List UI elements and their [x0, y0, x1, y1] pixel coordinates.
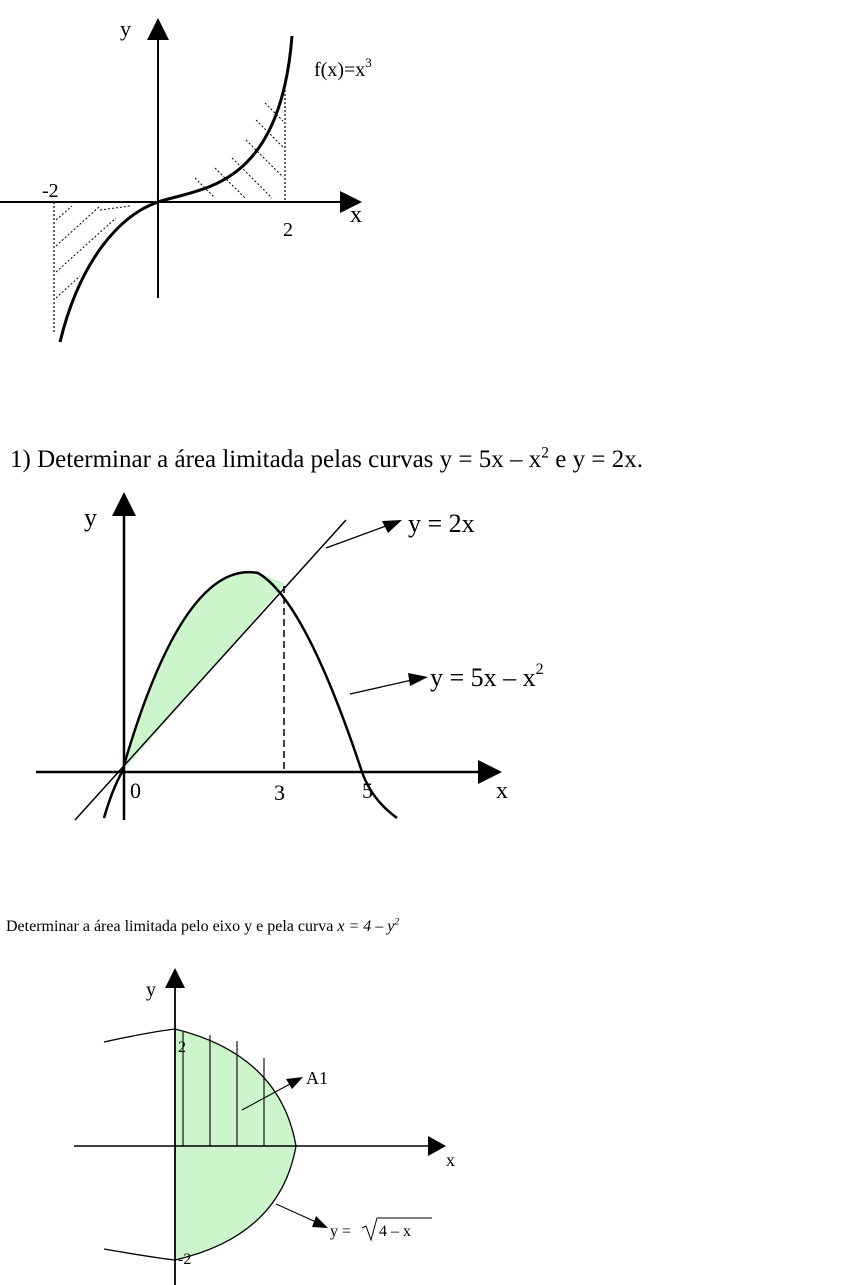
tick-pos-2: 2: [283, 219, 293, 241]
tick-top-2: 2: [178, 1039, 186, 1056]
enclosed-area: [175, 1029, 296, 1260]
y-axis-label: y: [120, 16, 131, 41]
parabola-line-graph: [0, 480, 620, 840]
tick-5: 5: [362, 778, 373, 803]
y-axis-arrow: [165, 968, 185, 988]
line-label-leader: [326, 526, 386, 548]
curve-label-arrowhead: [312, 1216, 328, 1228]
parabola-label-arrowhead: [408, 673, 428, 686]
svg-text:y =: y =: [330, 1223, 352, 1240]
y-axis-label: y: [84, 503, 97, 532]
parabola-label-leader: [350, 680, 412, 694]
y-axis-arrow: [112, 492, 136, 516]
cubic-curve: [60, 36, 292, 342]
svg-text:4 – x: 4 – x: [379, 1223, 411, 1240]
x-axis-label: x: [350, 202, 362, 228]
tick-neg-2: -2: [42, 180, 59, 202]
problem-1-text: 1) Determinar a área limitada pelas curvas $y = 5x - x^2$ e y = 2x.: [10, 444, 643, 473]
area-label: A1: [306, 1068, 328, 1088]
tick-0: 0: [130, 778, 141, 803]
area-label-arrowhead: [286, 1077, 303, 1089]
line-label: y = 2x: [408, 509, 475, 538]
problem-2-text: Determinar a área limitada pelo eixo y e pela curva $x = 4 - y^2$: [6, 916, 400, 935]
y-axis-arrow: [147, 18, 169, 40]
tick-3: 3: [274, 780, 285, 805]
function-exponent: 3: [365, 55, 372, 70]
y-axis-label: y: [146, 979, 156, 1001]
parabola-label: $y = 5x - x^2$: [430, 661, 544, 692]
cubic-graph: [0, 0, 420, 360]
tick-bottom-neg2: -2: [178, 1251, 192, 1268]
x-axis-label: x: [446, 1150, 455, 1170]
curve-label-leader: [276, 1204, 316, 1222]
line-y-2x: [75, 520, 346, 820]
hatch-right: [195, 103, 283, 198]
hatch-left: [56, 206, 130, 298]
sideways-parabola-graph: [0, 960, 520, 1285]
problem-1-exponent: 2: [541, 444, 549, 462]
x-axis-label: x: [496, 778, 508, 804]
line-label-arrowhead: [382, 520, 402, 533]
x-axis-arrow: [428, 1136, 446, 1156]
problem-2-equation: $x = 4 - y^2$: [337, 916, 400, 935]
curve-label: [330, 1218, 432, 1240]
parabola-exponent: 2: [535, 661, 544, 678]
function-label: $f(x)=x^3$: [314, 55, 372, 81]
